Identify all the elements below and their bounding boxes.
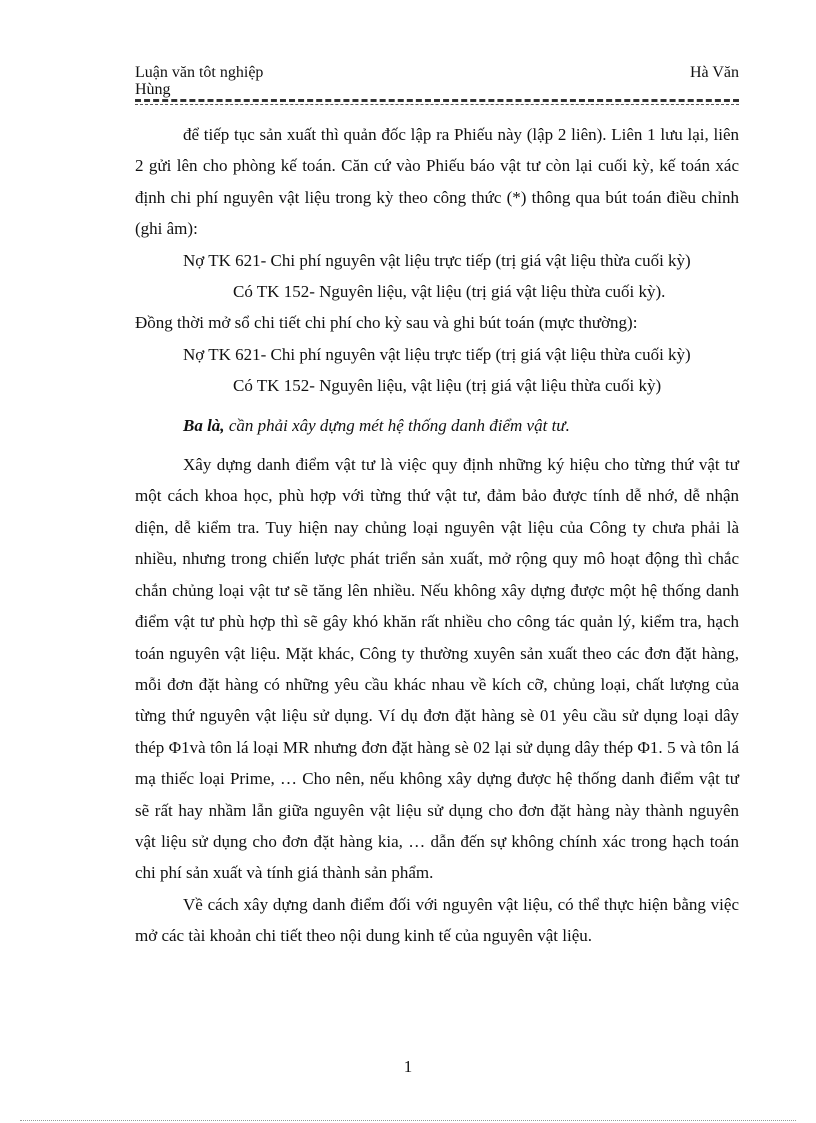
paragraph-3-text: cần phải xây dựng mét hệ thống danh điểm vật tư.	[224, 415, 570, 435]
journal-entry-1-debit: Nợ TK 621- Chi phí nguyên vật liệu trực tiếp (trị giá vật liệu thừa cuối kỳ)	[183, 250, 691, 270]
journal-entry-2-credit: Có TK 152- Nguyên liệu, vật liệu (trị giá vật liệu thừa cuối kỳ)	[233, 376, 662, 396]
header-author-name-wrap: Hùng	[135, 81, 171, 98]
header-author-name: Hà Văn	[689, 64, 739, 81]
paragraph-3	[135, 410, 739, 441]
page-bottom-divider	[20, 1120, 796, 1121]
document-body	[135, 119, 739, 952]
header-divider	[135, 99, 739, 102]
page-header	[135, 64, 739, 98]
journal-entry-2-debit: Nợ TK 621- Chi phí nguyên vật liệu trực tiếp (trị giá vật liệu thừa cuối kỳ)	[183, 344, 691, 364]
paragraph-3-lead: Ba là,	[183, 415, 225, 435]
paragraph-4: Xây dựng danh điểm vật tư là việc quy định những ký hiệu cho từng thứ vật tư một cách khoa học, phù hợp với từng thứ vật tư, đảm bảo được tính dễ nhớ, dễ nhận diện, dễ kiểm tra. Tuy hiện nay chủng loại nguyên vật liệu của Công ty chưa phải là nhiều, nhưng trong chiến lược phát triển sản xuất, mở rộng quy mô hoạt động thì chắc chắn chủng loại vật tư sẽ tăng lên nhiều. Nếu không xây dựng được một hệ thống danh điểm vật tư phù hợp thì sẽ gây khó khăn rất nhiều cho công tác quản lý, kiểm tra, hạch toán nguyên vật liệu. Mặt khác, Công ty thường xuyên sản xuất theo các đơn đặt hàng, mỗi đơn đặt hàng có những yêu cầu khác nhau về kích cỡ, chủng loại, chất lượng của từng thứ nguyên vật liệu sử dụng. Ví dụ đơn đặt hàng sè 01 yêu cầu sử dụng loại dây thép Φ1và tôn lá loại MR nhưng đơn đặt hàng sè 02 lại sử dụng dây thép Φ1. 5 và tôn lá mạ thiếc loại Prime, … Cho nên, nếu không xây dựng được hệ thống danh điểm vật tư sẽ rất hay nhầm lẫn giữa nguyên vật liệu sử dụng cho đơn đặt hàng này thành nguyên vật liệu sử dụng cho đơn đặt hàng kia, … dẫn đến sự không chính xác trong hạch toán chi phí sản xuất và tính giá thành sản phẩm.	[135, 455, 739, 883]
header-divider-thin	[135, 104, 739, 105]
paragraph-2: Đồng thời mở sổ chi tiết chi phí cho kỳ sau và ghi bút toán (mực thường):	[135, 313, 638, 333]
paragraph-1: để tiếp tục sản xuất thì quản đốc lập ra Phiếu này (lập 2 liên). Liên 1 lưu lại, liên 2 gửi lên cho phòng kế toán. Căn cứ vào Phiếu báo vật tư còn lại cuối kỳ, kế toán xác định chi phí nguyên vật liệu trong kỳ theo công thức (*) thông qua bút toán điều chỉnh (ghi âm):	[135, 125, 739, 239]
paragraph-5: Về cách xây dựng danh điểm đối với nguyên vật liệu, có thể thực hiện bằng việc mở các tài khoản chi tiết theo nội dung kinh tế của nguyên vật liệu.	[135, 894, 739, 946]
page-number: 1	[403, 1057, 413, 1076]
header-left-title: Luận văn tôt nghiệp	[135, 64, 264, 81]
journal-entry-1-credit: Có TK 152- Nguyên liệu, vật liệu (trị giá vật liệu thừa cuối kỳ).	[233, 282, 666, 302]
